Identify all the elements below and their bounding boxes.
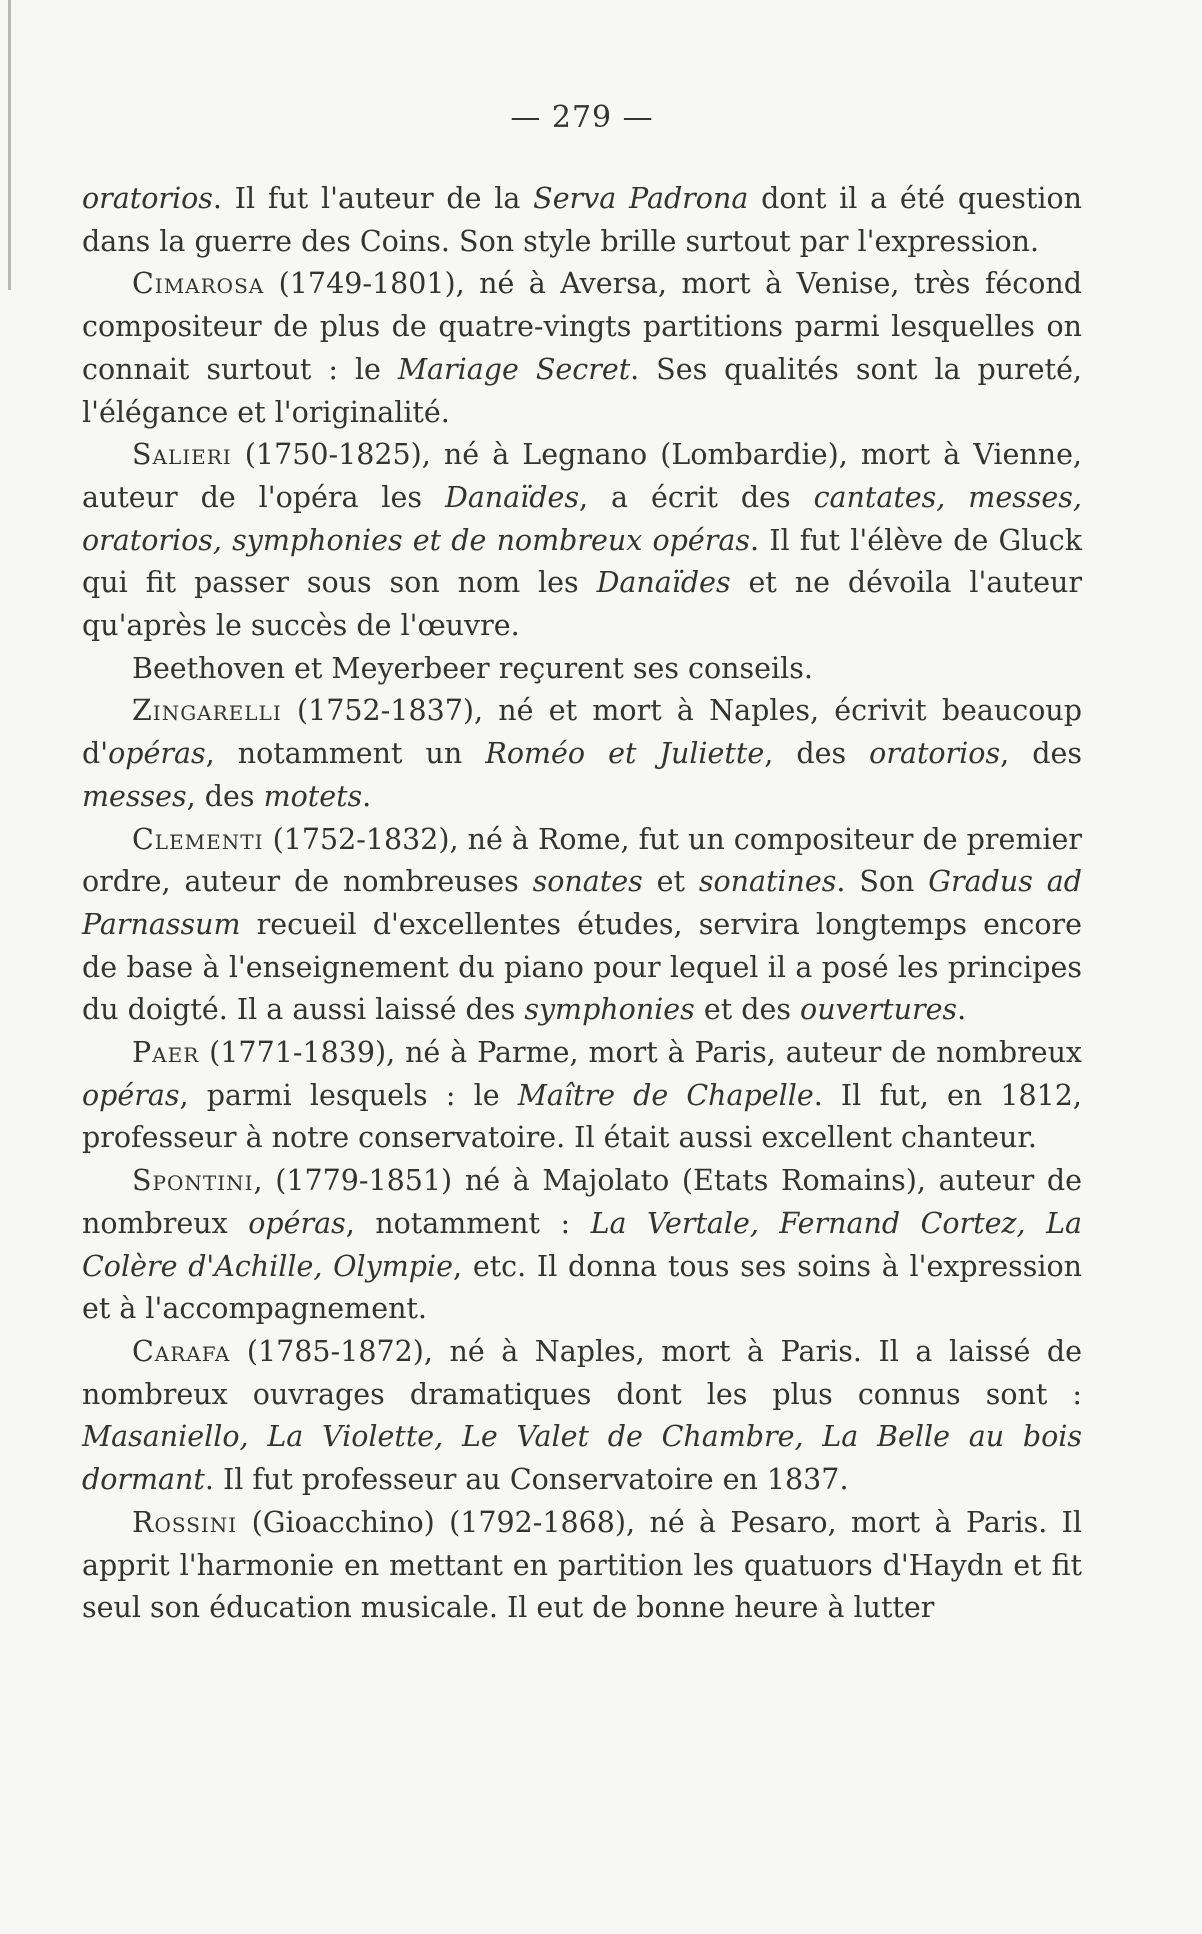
paragraph-rossini <box>82 1502 1082 1630</box>
paragraph-zingarelli <box>82 690 1082 818</box>
paragraph-paer <box>82 1032 1082 1160</box>
text-run: cantates, messes, oratorios, symphonies et de nombreux opéras <box>82 480 1082 557</box>
paragraph-cimarosa <box>82 263 1082 434</box>
text-run: Serva Padrona <box>533 182 749 215</box>
text-run: opéras <box>82 1078 180 1112</box>
text-run: . <box>957 993 967 1027</box>
text-run: recueil d'excellentes études, servira longtemps encore de base à l'enseignement du piano pour lequel il a posé les principes du doigté. Il a aussi laissé des <box>82 907 1082 1027</box>
composer-name: Spontini <box>132 1164 254 1198</box>
text-run: , des <box>1000 737 1082 771</box>
text-run: ouvertures <box>800 993 958 1027</box>
paragraph-spontini <box>82 1160 1082 1331</box>
text-run: (1750-1825), né à Legnano (Lombardie), mort à Vienne, auteur de l'opéra les <box>82 438 1082 514</box>
text-run: Beethoven et Meyerbeer reçurent ses conseils. <box>132 651 813 685</box>
text-run: . Il fut professeur au Conservatoire en 1837. <box>204 1463 849 1497</box>
text-run: La Vertale, Fernand Cortez, La Colère d'Achille, Olympie <box>82 1206 1082 1283</box>
text-run: opéras <box>248 1206 346 1240</box>
text-run: , etc. Il donna tous ses soins à l'expression et à l'accompagnement. <box>82 1249 1083 1326</box>
composer-name: Carafa <box>132 1334 231 1368</box>
text-run: et des <box>694 993 801 1027</box>
paragraph-serva-padrona <box>82 178 1082 263</box>
text-run: (Gioacchino) (1792-1868), né à Pesaro, mort à Paris. Il apprit l'harmonie en mettant en partition les quatuors d'Haydn et fit seul son éducation musicale. Il eut de bonne heure à lutter <box>82 1505 1082 1625</box>
paragraph-beethoven <box>82 648 1082 691</box>
text-run: symphonies <box>524 993 695 1027</box>
text-run: sonates <box>532 865 643 899</box>
text-run: Roméo et Juliette <box>485 737 765 771</box>
page-edge-line <box>8 0 11 290</box>
composer-name: Zingarelli <box>132 694 282 728</box>
composer-name: Rossini <box>132 1505 238 1539</box>
text-run: . Il fut, en 1812, professeur à notre conservatoire. Il était aussi excellent chanteur. <box>82 1078 1082 1155</box>
paragraph-salieri <box>82 434 1082 648</box>
text-run: oratorios <box>869 737 1001 771</box>
text-run: , notamment un <box>205 737 486 771</box>
text-run: . Son <box>836 865 929 899</box>
text-run: Gradus ad Parnassum <box>82 865 1082 941</box>
composer-name: Salieri <box>132 438 232 472</box>
text-run: et ne dévoila l'auteur qu'après le succès de l'œuvre. <box>82 566 1082 643</box>
composer-name: Clementi <box>132 822 264 856</box>
text-run: (1771-1839), né à Parme, mort à Paris, auteur de nombreux <box>199 1036 1082 1070</box>
text-run: , des <box>186 779 264 813</box>
text-run: , a écrit des <box>579 480 814 514</box>
text-run: oratorios <box>82 182 213 215</box>
text-run: motets <box>263 779 363 813</box>
composer-name: Paer <box>132 1036 200 1070</box>
text-run: . Il fut l'élève de Gluck qui fit passer sous son nom les <box>82 523 1082 600</box>
text-run: Danaïdes <box>444 480 580 514</box>
text-run: (1752-1832), né à Rome, fut un compositeur de premier ordre, auteur de nombreuses <box>82 822 1082 899</box>
text-run: et <box>642 865 699 899</box>
text-run: Maître de Chapelle <box>517 1078 814 1112</box>
text-run: sonatines <box>698 865 837 899</box>
composer-name: Cimarosa <box>132 267 265 301</box>
text-run: , des <box>764 737 870 771</box>
text-run: , (1779-1851) né à Majolato (Etats Romains), auteur de nombreux <box>82 1164 1082 1240</box>
text-run: (1785-1872), né à Naples, mort à Paris. Il a laissé de nombreux ouvrages dramatiques dont les plus connus sont : <box>82 1334 1082 1411</box>
text-run: (1749-1801), né à Aversa, mort à Venise, très fécond compositeur de plus de quatre-vingts partitions parmi lesquelles on connait surtout : le <box>82 267 1082 386</box>
text-run: , parmi lesquels : le <box>179 1078 518 1112</box>
text-run: . Il fut l'auteur de la <box>212 182 534 215</box>
text-run: , notamment : <box>345 1206 591 1240</box>
paragraph-clementi <box>82 819 1082 1033</box>
text-run: Mariage Secret <box>397 352 631 386</box>
book-page <box>82 95 1082 1630</box>
text-run: opéras <box>108 737 206 771</box>
text-run: dont il a été question dans la guerre des Coins. Son style brille surtout par l'expression. <box>82 182 1082 258</box>
text-run: . Ses qualités sont la pureté, l'élégance et l'originalité. <box>82 352 1082 429</box>
text-run: messes <box>82 779 187 813</box>
text-run: Masaniello, La Violette, Le Valet de Chambre, La Belle au bois dormant <box>82 1420 1082 1497</box>
text-run: . <box>362 779 372 813</box>
paragraph-carafa <box>82 1331 1082 1502</box>
page-number: — 279 — <box>510 100 654 135</box>
text-run: (1752-1837), né et mort à Naples, écrivit beaucoup d' <box>82 694 1082 771</box>
text-run: Danaïdes <box>596 566 731 600</box>
